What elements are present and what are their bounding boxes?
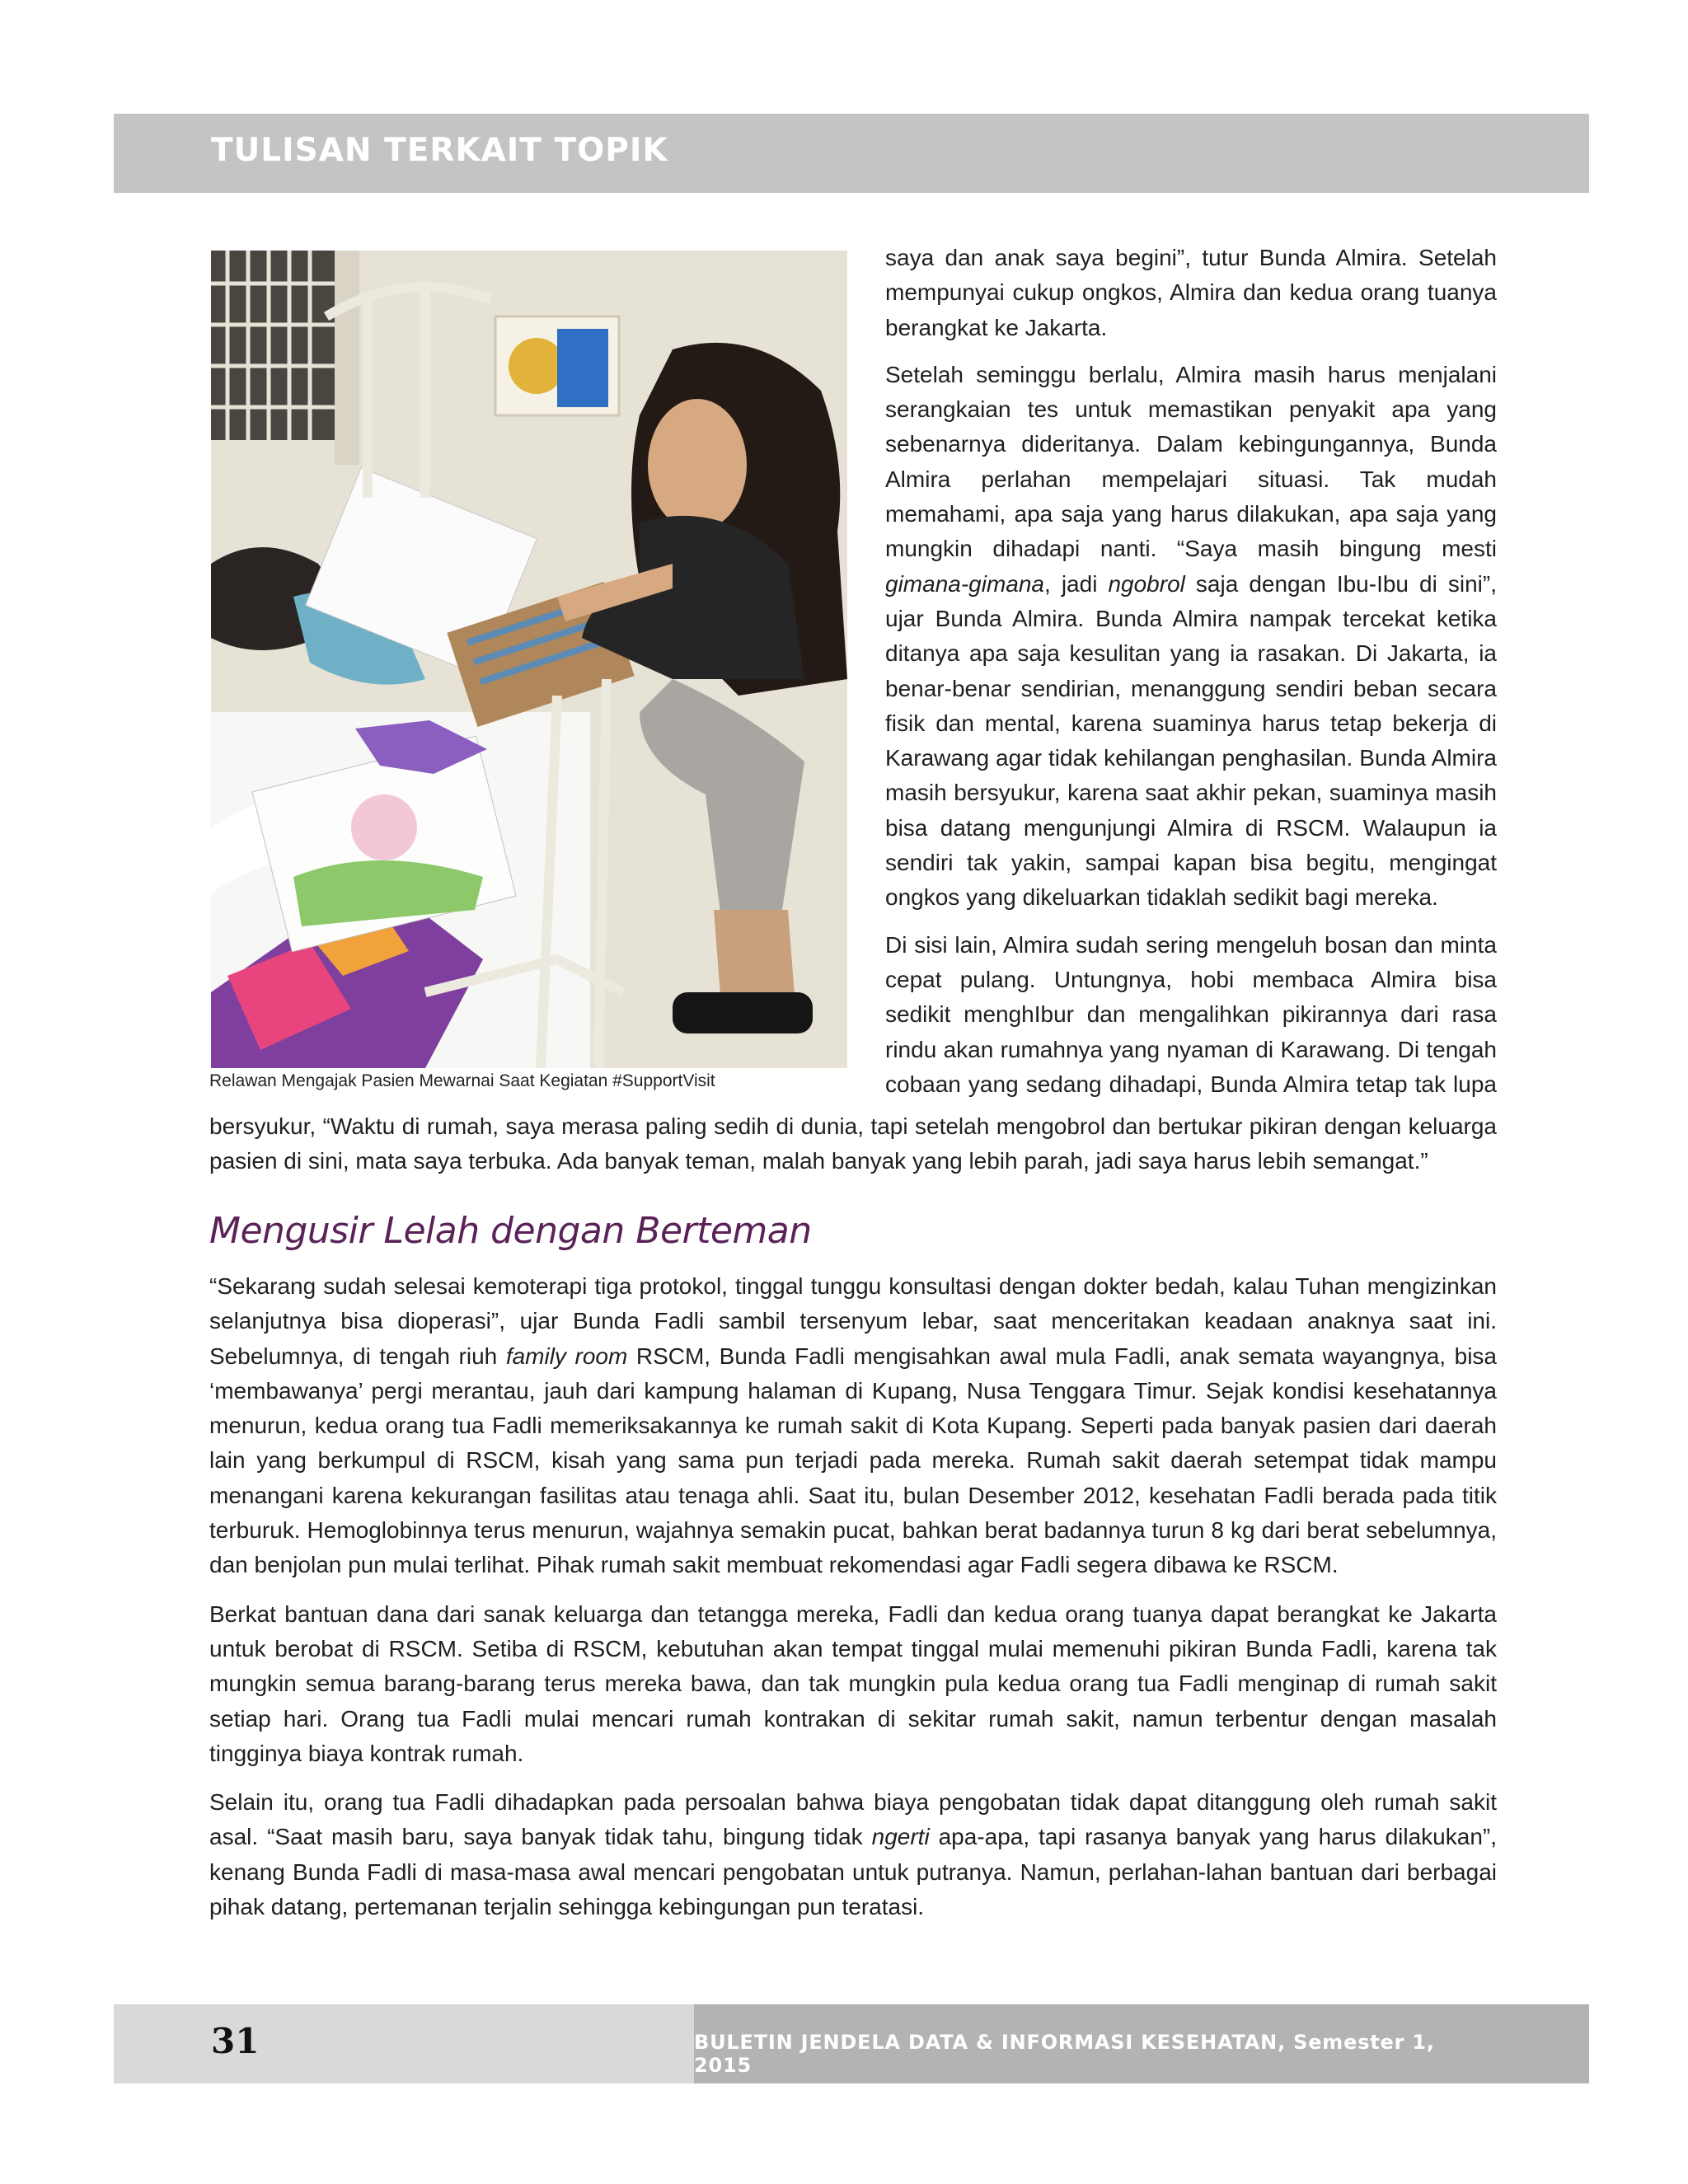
volunteer-photo bbox=[211, 251, 847, 1068]
paragraph: Di sisi lain, Almira sudah sering mengeluh bosan dan minta cepat pulang. Untungnya, hobi membaca Almira bisa sedikit menghIbur dan mengalihkan pikirannya dari rasa rindu akan rumahnya yang nyaman di Karawang. Di tengah cobaan yang sedang dihadapi, Bunda Almira tetap tak lupa bbox=[885, 931, 1497, 1097]
page-number: 31 bbox=[211, 2021, 260, 2061]
footer-left bbox=[114, 2004, 694, 2083]
paragraph: Selain itu, orang tua Fadli dihadapkan pada persoalan bahwa biaya pengobatan tidak dapat ditanggung oleh rumah sakit asal. “Saat masih baru, saya banyak tidak tahu, bingung tidak ngerti apa-apa, tapi rasanya banyak yang harus dilakukan”, kenang Bunda Fadli di masa-masa awal mencari pengobatan untuk putranya. Namun, perlahan-lahan bantuan dari berbagai pihak datang, pertemanan terjalin sehingga kebingungan pun teratasi. bbox=[209, 1789, 1497, 1920]
section-title: TULISAN TERKAIT TOPIK bbox=[211, 132, 668, 169]
paragraph: Berkat bantuan dana dari sanak keluarga dan tetangga mereka, Fadli dan kedua orang tuanya dapat berangkat ke Jakarta untuk berobat di RSCM. Setiba di RSCM, kebutuhan akan tempat tinggal mulai memenuhi pikiran Bunda Fadli, karena tak mungkin semua barang-barang terus mereka bawa, dan tak mungkin pula kedua orang tua Fadli menginap di rumah sakit setiap hari. Orang tua Fadli mulai mencari rumah kontrakan di sekitar rumah sakit, namun terbentur dengan masalah tingginya biaya kontrak rumah. bbox=[209, 1601, 1497, 1766]
right-column bbox=[885, 241, 1497, 1114]
header-bar bbox=[114, 114, 1589, 193]
section-body bbox=[209, 1269, 1497, 1938]
photo-caption: Relawan Mengajak Pasien Mewarnai Saat Kegiatan #SupportVisit bbox=[209, 1071, 715, 1090]
section-heading: Mengusir Lelah dengan Berteman bbox=[209, 1210, 812, 1252]
paragraph: “Sekarang sudah selesai kemoterapi tiga protokol, tinggal tunggu konsultasi dengan dokter bedah, kalau Tuhan mengizinkan selanjutnya bisa dioperasi”, ujar Bunda Fadli sambil tersenyum lebar, saat menceritakan keadaan anaknya saat ini. Sebelumnya, di tengah riuh family room RSCM, Bunda Fadli mengisahkan awal mula Fadli, anak semata wayangnya, bisa ‘membawanya’ pergi merantau, jauh dari kampung halaman di Kupang, Nusa Tenggara Timur. Sejak kondisi kesehatannya menurun, kedua orang tua Fadli memeriksakannya ke rumah sakit di Kota Kupang. Seperti pada banyak pasien dari daerah lain yang berkumpul di RSCM, kisah yang sama pun terjadi pada mereka. Rumah sakit daerah setempat tidak mampu menangani karena kekurangan fasilitas atau tenaga ahli. Saat itu, bulan Desember 2012, kesehatan Fadli berada pada titik terburuk. Hemoglobinnya terus menurun, wajahnya semakin pucat, bahkan berat badannya turun 8 kg dari berat sebelumnya, dan benjolan pun mulai terlihat. Pihak rumah sakit membuat rekomendasi agar Fadli segera dibawa ke RSCM. bbox=[209, 1273, 1497, 1578]
paragraph: Setelah seminggu berlalu, Almira masih harus menjalani serangkaian tes untuk memastikan penyakit apa yang sebenarnya dideritanya. Dalam kebingungannya, Bunda Almira perlahan mempelajari situasi. Tak mudah memahami, apa saja yang harus dilakukan, apa saja yang mungkin dihadapi nanti. “Saya masih bingung mesti gimana-gimana, jadi ngobrol saja dengan Ibu-Ibu di sini”, ujar Bunda Almira. Bunda Almira nampak tercekat ketika ditanya apa saja kesulitan yang ia rasakan. Di Jakarta, ia benar-benar sendirian, menanggung sendiri beban secara fisik dan mental, karena suaminya harus tetap bekerja di Karawang agar tidak kehilangan penghasilan. Bunda Almira masih bersyukur, karena saat akhir pekan, suaminya masih bisa datang mengunjungi Almira di RSCM. Walaupun ia sendiri tak yakin, sampai kapan bisa begitu, mengingat ongkos yang dikeluarkan tidaklah sedikit bagi mereka. bbox=[885, 361, 1497, 911]
footer-right bbox=[694, 2004, 1589, 2083]
bulletin-title: BULETIN JENDELA DATA & INFORMASI KESEHATAN, Semester 1, 2015 bbox=[694, 2031, 1435, 2077]
paragraph: saya dan anak saya begini”, tutur Bunda Almira. Setelah mempunyai cukup ongkos, Almira dan kedua orang tuanya berangkat ke Jakarta. bbox=[885, 245, 1497, 340]
paragraph-continuation: bersyukur, “Waktu di rumah, saya merasa paling sedih di dunia, tapi setelah mengobrol dan bertukar pikiran dengan keluarga pasien di sini, mata saya terbuka. Ada banyak teman, malah banyak yang lebih parah, jadi saya harus lebih semangat.” bbox=[209, 1113, 1497, 1174]
